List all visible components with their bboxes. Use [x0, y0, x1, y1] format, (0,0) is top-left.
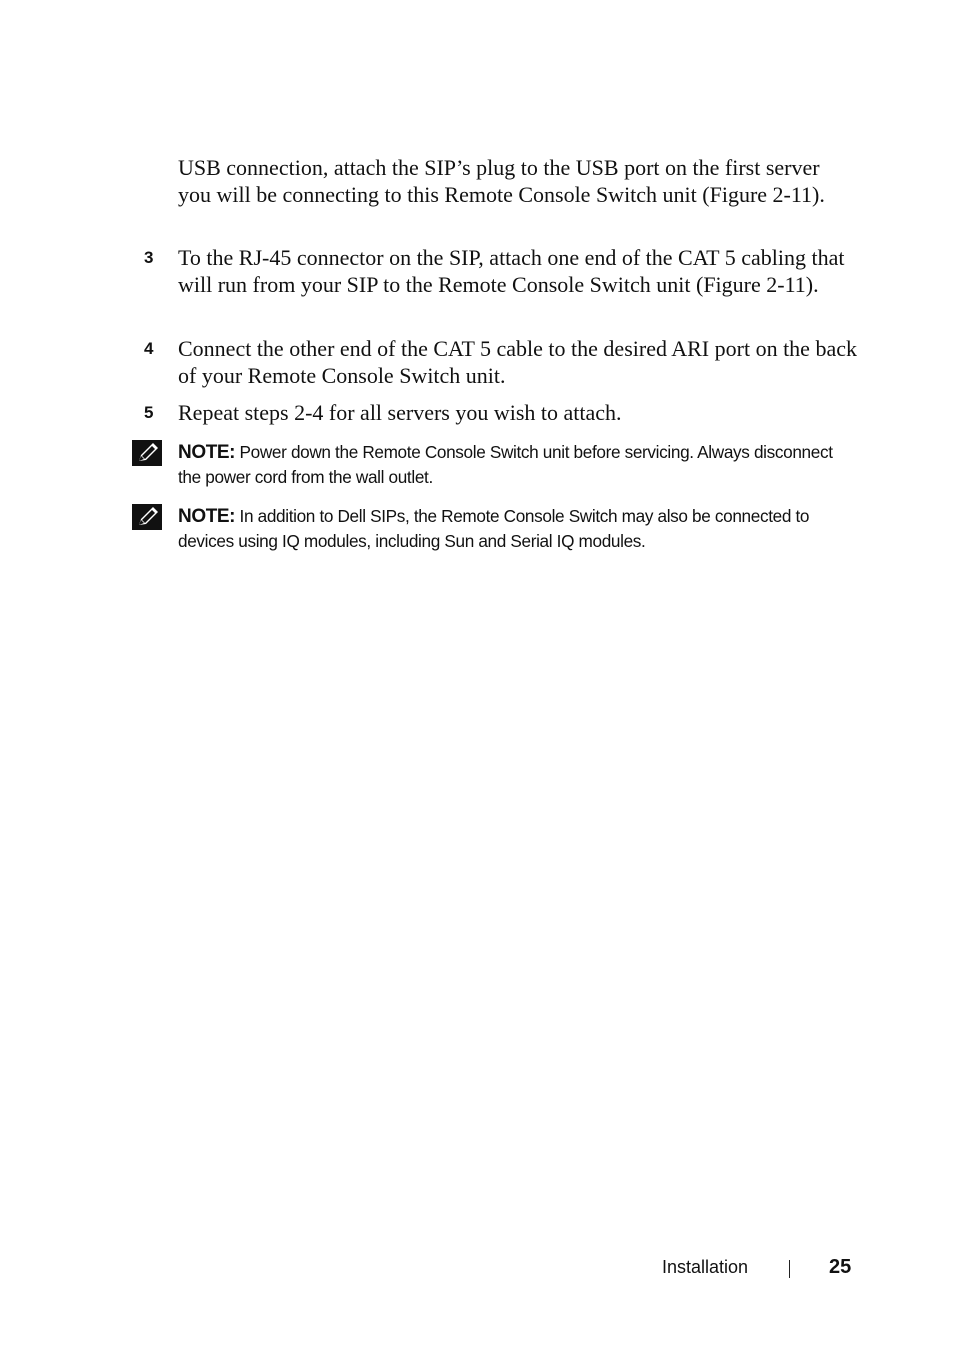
footer-divider [789, 1260, 790, 1278]
pencil-note-icon [132, 440, 162, 466]
note-label: NOTE: [178, 506, 236, 527]
note-text [178, 440, 858, 490]
step-number: 4 [144, 339, 154, 358]
step-text: Connect the other end of the CAT 5 cable to the desired ARI port on the back of your Remote Console Switch unit. [178, 336, 857, 388]
step-text: To the RJ-45 connector on the SIP, attach one end of the CAT 5 cabling that will run from your SIP to the Remote Console Switch unit (Figure 2-11). [178, 245, 845, 297]
footer-section-title: Installation [662, 1257, 749, 1277]
page-number: 25 [829, 1256, 852, 1278]
note-body: In addition to Dell SIPs, the Remote Console Switch may also be connected to devices using IQ modules, including Sun and Serial IQ modules. [178, 506, 810, 551]
note-text [178, 504, 858, 554]
pencil-note-icon [132, 504, 162, 530]
continuation-paragraph: USB connection, attach the SIP’s plug to the USB port on the first server you will be connecting to this Remote Console Switch unit (Figure 2-11). [178, 155, 825, 207]
note-body: Power down the Remote Console Switch unit before servicing. Always disconnect the power cord from the wall outlet. [178, 442, 833, 487]
step-number: 5 [144, 403, 154, 422]
step-text: Repeat steps 2-4 for all servers you wish to attach. [178, 400, 622, 425]
step-number: 3 [144, 248, 154, 267]
note-label: NOTE: [178, 442, 236, 463]
